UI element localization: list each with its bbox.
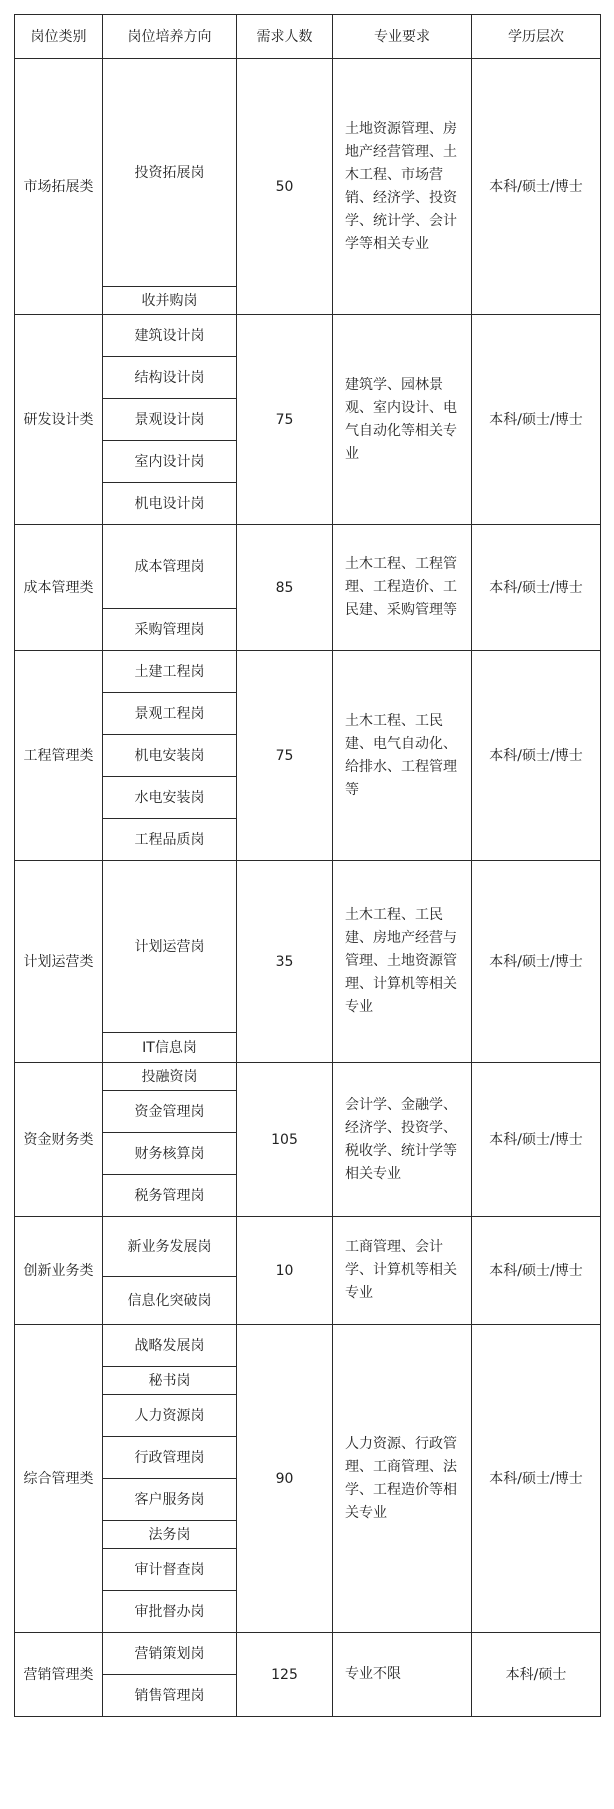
- education-cell: 本科/硕士/博士: [472, 1063, 601, 1217]
- header-row: [15, 15, 601, 59]
- count-cell: 10: [237, 1217, 333, 1325]
- table-row: [15, 1633, 601, 1675]
- category-cell: 营销管理类: [15, 1633, 103, 1717]
- direction-cell: 战略发展岗: [103, 1325, 237, 1367]
- header-category: 岗位类别: [15, 15, 103, 59]
- category-cell: 成本管理类: [15, 525, 103, 651]
- category-cell: 市场拓展类: [15, 59, 103, 315]
- direction-cell: 法务岗: [103, 1521, 237, 1549]
- table-row: [15, 525, 601, 609]
- direction-cell: 资金管理岗: [103, 1091, 237, 1133]
- count-cell: 90: [237, 1325, 333, 1633]
- category-cell: 计划运营类: [15, 861, 103, 1063]
- education-cell: 本科/硕士: [472, 1633, 601, 1717]
- count-cell: 35: [237, 861, 333, 1063]
- direction-cell: 水电安装岗: [103, 777, 237, 819]
- major-cell: 人力资源、行政管理、工商管理、法学、工程造价等相关专业: [333, 1325, 472, 1633]
- direction-cell: 室内设计岗: [103, 441, 237, 483]
- table-row: [15, 1063, 601, 1091]
- category-cell: 综合管理类: [15, 1325, 103, 1633]
- header-education: 学历层次: [472, 15, 601, 59]
- direction-cell: 成本管理岗: [103, 525, 237, 609]
- education-cell: 本科/硕士/博士: [472, 651, 601, 861]
- table-row: [15, 59, 601, 287]
- category-cell: 创新业务类: [15, 1217, 103, 1325]
- major-cell: 土木工程、工民建、电气自动化、给排水、工程管理等: [333, 651, 472, 861]
- category-cell: 资金财务类: [15, 1063, 103, 1217]
- recruitment-table-document: [14, 14, 601, 1717]
- count-cell: 50: [237, 59, 333, 315]
- education-cell: 本科/硕士/博士: [472, 861, 601, 1063]
- major-cell: 土木工程、工民建、房地产经营与管理、土地资源管理、计算机等相关专业: [333, 861, 472, 1063]
- major-cell: 专业不限: [333, 1633, 472, 1717]
- direction-cell: 投资拓展岗: [103, 59, 237, 287]
- direction-cell: 收并购岗: [103, 287, 237, 315]
- direction-cell: 工程品质岗: [103, 819, 237, 861]
- direction-cell: 计划运营岗: [103, 861, 237, 1033]
- table-row: [15, 1217, 601, 1277]
- header-direction: 岗位培养方向: [103, 15, 237, 59]
- direction-cell: 结构设计岗: [103, 357, 237, 399]
- count-cell: 75: [237, 651, 333, 861]
- direction-cell: 信息化突破岗: [103, 1277, 237, 1325]
- category-cell: 工程管理类: [15, 651, 103, 861]
- count-cell: 105: [237, 1063, 333, 1217]
- major-cell: 土木工程、工程管理、工程造价、工民建、采购管理等: [333, 525, 472, 651]
- recruitment-table: [14, 14, 601, 1717]
- direction-cell: 行政管理岗: [103, 1437, 237, 1479]
- direction-cell: IT信息岗: [103, 1033, 237, 1063]
- header-count: 需求人数: [237, 15, 333, 59]
- category-cell: 研发设计类: [15, 315, 103, 525]
- direction-cell: 秘书岗: [103, 1367, 237, 1395]
- header-major: 专业要求: [333, 15, 472, 59]
- table-row: [15, 1325, 601, 1367]
- direction-cell: 销售管理岗: [103, 1675, 237, 1717]
- direction-cell: 采购管理岗: [103, 609, 237, 651]
- direction-cell: 审计督查岗: [103, 1549, 237, 1591]
- direction-cell: 投融资岗: [103, 1063, 237, 1091]
- direction-cell: 景观工程岗: [103, 693, 237, 735]
- education-cell: 本科/硕士/博士: [472, 315, 601, 525]
- direction-cell: 土建工程岗: [103, 651, 237, 693]
- direction-cell: 财务核算岗: [103, 1133, 237, 1175]
- table-body: [15, 59, 601, 1717]
- direction-cell: 机电安装岗: [103, 735, 237, 777]
- count-cell: 125: [237, 1633, 333, 1717]
- direction-cell: 景观设计岗: [103, 399, 237, 441]
- direction-cell: 税务管理岗: [103, 1175, 237, 1217]
- major-cell: 工商管理、会计学、计算机等相关专业: [333, 1217, 472, 1325]
- direction-cell: 营销策划岗: [103, 1633, 237, 1675]
- table-row: [15, 315, 601, 357]
- major-cell: 土地资源管理、房地产经营管理、土木工程、市场营销、经济学、投资学、统计学、会计学等相关专业: [333, 59, 472, 315]
- table-row: [15, 861, 601, 1033]
- table-row: [15, 651, 601, 693]
- education-cell: 本科/硕士/博士: [472, 525, 601, 651]
- direction-cell: 新业务发展岗: [103, 1217, 237, 1277]
- education-cell: 本科/硕士/博士: [472, 59, 601, 315]
- count-cell: 75: [237, 315, 333, 525]
- direction-cell: 建筑设计岗: [103, 315, 237, 357]
- direction-cell: 审批督办岗: [103, 1591, 237, 1633]
- direction-cell: 人力资源岗: [103, 1395, 237, 1437]
- major-cell: 会计学、金融学、经济学、投资学、税收学、统计学等相关专业: [333, 1063, 472, 1217]
- direction-cell: 客户服务岗: [103, 1479, 237, 1521]
- major-cell: 建筑学、园林景观、室内设计、电气自动化等相关专业: [333, 315, 472, 525]
- education-cell: 本科/硕士/博士: [472, 1217, 601, 1325]
- education-cell: 本科/硕士/博士: [472, 1325, 601, 1633]
- count-cell: 85: [237, 525, 333, 651]
- direction-cell: 机电设计岗: [103, 483, 237, 525]
